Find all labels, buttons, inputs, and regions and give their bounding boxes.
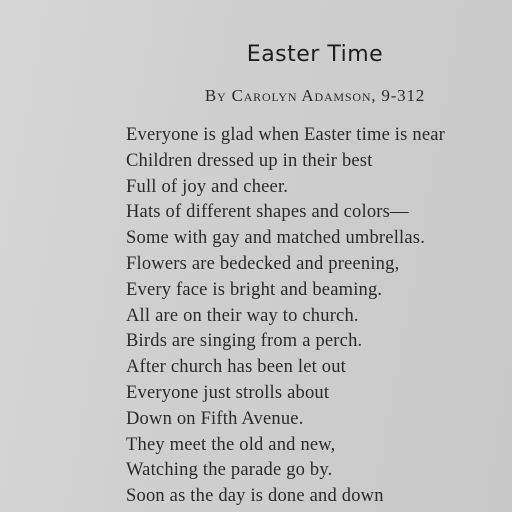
poem-line: All are on their way to church. <box>126 305 359 326</box>
poem-line: Hats of different shapes and colors— <box>126 202 409 223</box>
poem-line: Soon as the day is done and down <box>126 486 384 507</box>
poem-title: Easter Time <box>246 42 384 67</box>
poem-line: Children dressed up in their best <box>126 150 373 171</box>
poem-line: Birds are singing from a perch. <box>126 331 363 352</box>
poem-line: Down on Fifth Avenue. <box>126 408 304 429</box>
poem-line: They meet the old and new, <box>126 434 336 455</box>
poem-body <box>126 123 445 510</box>
poem-line: Full of joy and cheer. <box>126 176 289 197</box>
poem-line: Every face is bright and beaming. <box>126 279 383 300</box>
poem-byline: By Carolyn Adamson, 9-312 <box>204 86 426 105</box>
poem-line: Some with gay and matched umbrellas. <box>126 228 426 249</box>
poem-line: After church has been let out <box>126 357 347 378</box>
poem-line: Flowers are bedecked and preening, <box>126 253 400 274</box>
poem-line: Everyone just strolls about <box>126 382 330 403</box>
poem-line: Everyone is glad when Easter time is near <box>126 125 445 145</box>
poem-line: Watching the parade go by. <box>126 460 333 481</box>
